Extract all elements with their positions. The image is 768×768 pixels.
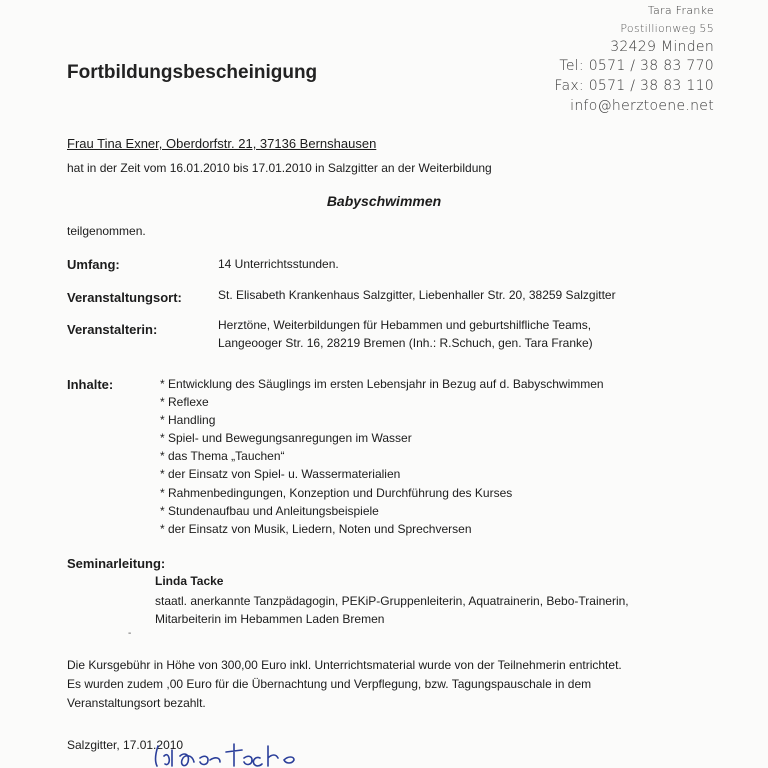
list-item: * das Thema „Tauchen“ [160, 449, 285, 464]
organizer-label: Veranstalterin: [67, 322, 158, 337]
list-item: * Reflexe [160, 395, 209, 410]
place-and-date: Salzgitter, 17.01.2010 [67, 738, 184, 752]
list-item: * Rahmenbedingungen, Konzeption und Durchführung des Kurses [160, 485, 513, 500]
document-title: Fortbildungsbescheinigung [67, 62, 318, 83]
fee-text-3: Veranstaltungsort bezahlt. [67, 696, 206, 710]
letterhead-fax: Fax: 0571 / 38 83 110 [554, 78, 714, 94]
list-item: * Entwicklung des Säuglings im ersten Lebensjahr in Bezug auf d. Babyschwimmen [160, 377, 604, 391]
list-item: * der Einsatz von Spiel- u. Wassermaterialien [160, 467, 401, 482]
seminar-leader-description-2: Mitarbeiterin im Hebammen Laden Bremen [155, 612, 385, 626]
venue-value: St. Elisabeth Krankenhaus Salzgitter, Liebenhaller Str. 20, 38259 Salzgitter [218, 288, 616, 302]
list-item: * Spiel- und Bewegungsanregungen im Wasser [160, 431, 412, 446]
seminar-leader-name: Linda Tacke [155, 574, 224, 588]
contents-list [160, 375, 604, 538]
contents-label: Inhalte: [67, 377, 114, 392]
list-item: * Handling [160, 413, 216, 428]
intro-text: hat in der Zeit vom 16.01.2010 bis 17.01.2010 in Salzgitter an der Weiterbildung [67, 161, 492, 175]
list-item: * Stundenaufbau und Anleitungsbeispiele [160, 503, 379, 518]
participant-line: Frau Tina Exner, Oberdorfstr. 21, 37136 Bernshausen [67, 136, 377, 151]
seminar-leader-description-1: staatl. anerkannte Tanzpädagogin, PEKiP-Gruppenleiterin, Aquatrainerin, Bebo-Trainerin, [155, 594, 629, 608]
letterhead-email: info@herztoene.net [570, 98, 714, 114]
umfang-value: 14 Unterrichtsstunden. [218, 257, 339, 271]
letterhead-street: Postillionweg 55 [620, 22, 714, 35]
participated-text: teilgenommen. [67, 224, 146, 238]
organizer-line-2: Langeooger Str. 16, 28219 Bremen (Inh.: R.Schuch, gen. Tara Franke) [218, 336, 593, 350]
umfang-label: Umfang: [67, 257, 120, 272]
organizer-line-1: Herztöne, Weiterbildungen für Hebammen und geburtshilfliche Teams, [218, 318, 592, 332]
letterhead-city: 32429 Minden [610, 39, 714, 55]
stray-mark: - [128, 628, 132, 639]
venue-label: Veranstaltungsort: [67, 290, 182, 305]
list-item: * der Einsatz von Musik, Liedern, Noten und Sprechversen [160, 521, 472, 536]
letterhead-name: Tara Franke [647, 4, 714, 17]
letterhead-phone: Tel: 0571 / 38 83 770 [559, 58, 714, 74]
fee-text-2: Es wurden zudem ,00 Euro für die Übernachtung und Verpflegung, bzw. Tagungspauschale in dem [67, 677, 592, 691]
seminar-label: Seminarleitung: [67, 556, 166, 571]
fee-text-1: Die Kursgebühr in Höhe von 300,00 Euro inkl. Unterrichtsmaterial wurde von der Teilnehmerin entrichtet. [67, 658, 622, 672]
handwritten-signature [148, 740, 348, 768]
course-name: Babyschwimmen [326, 193, 442, 209]
